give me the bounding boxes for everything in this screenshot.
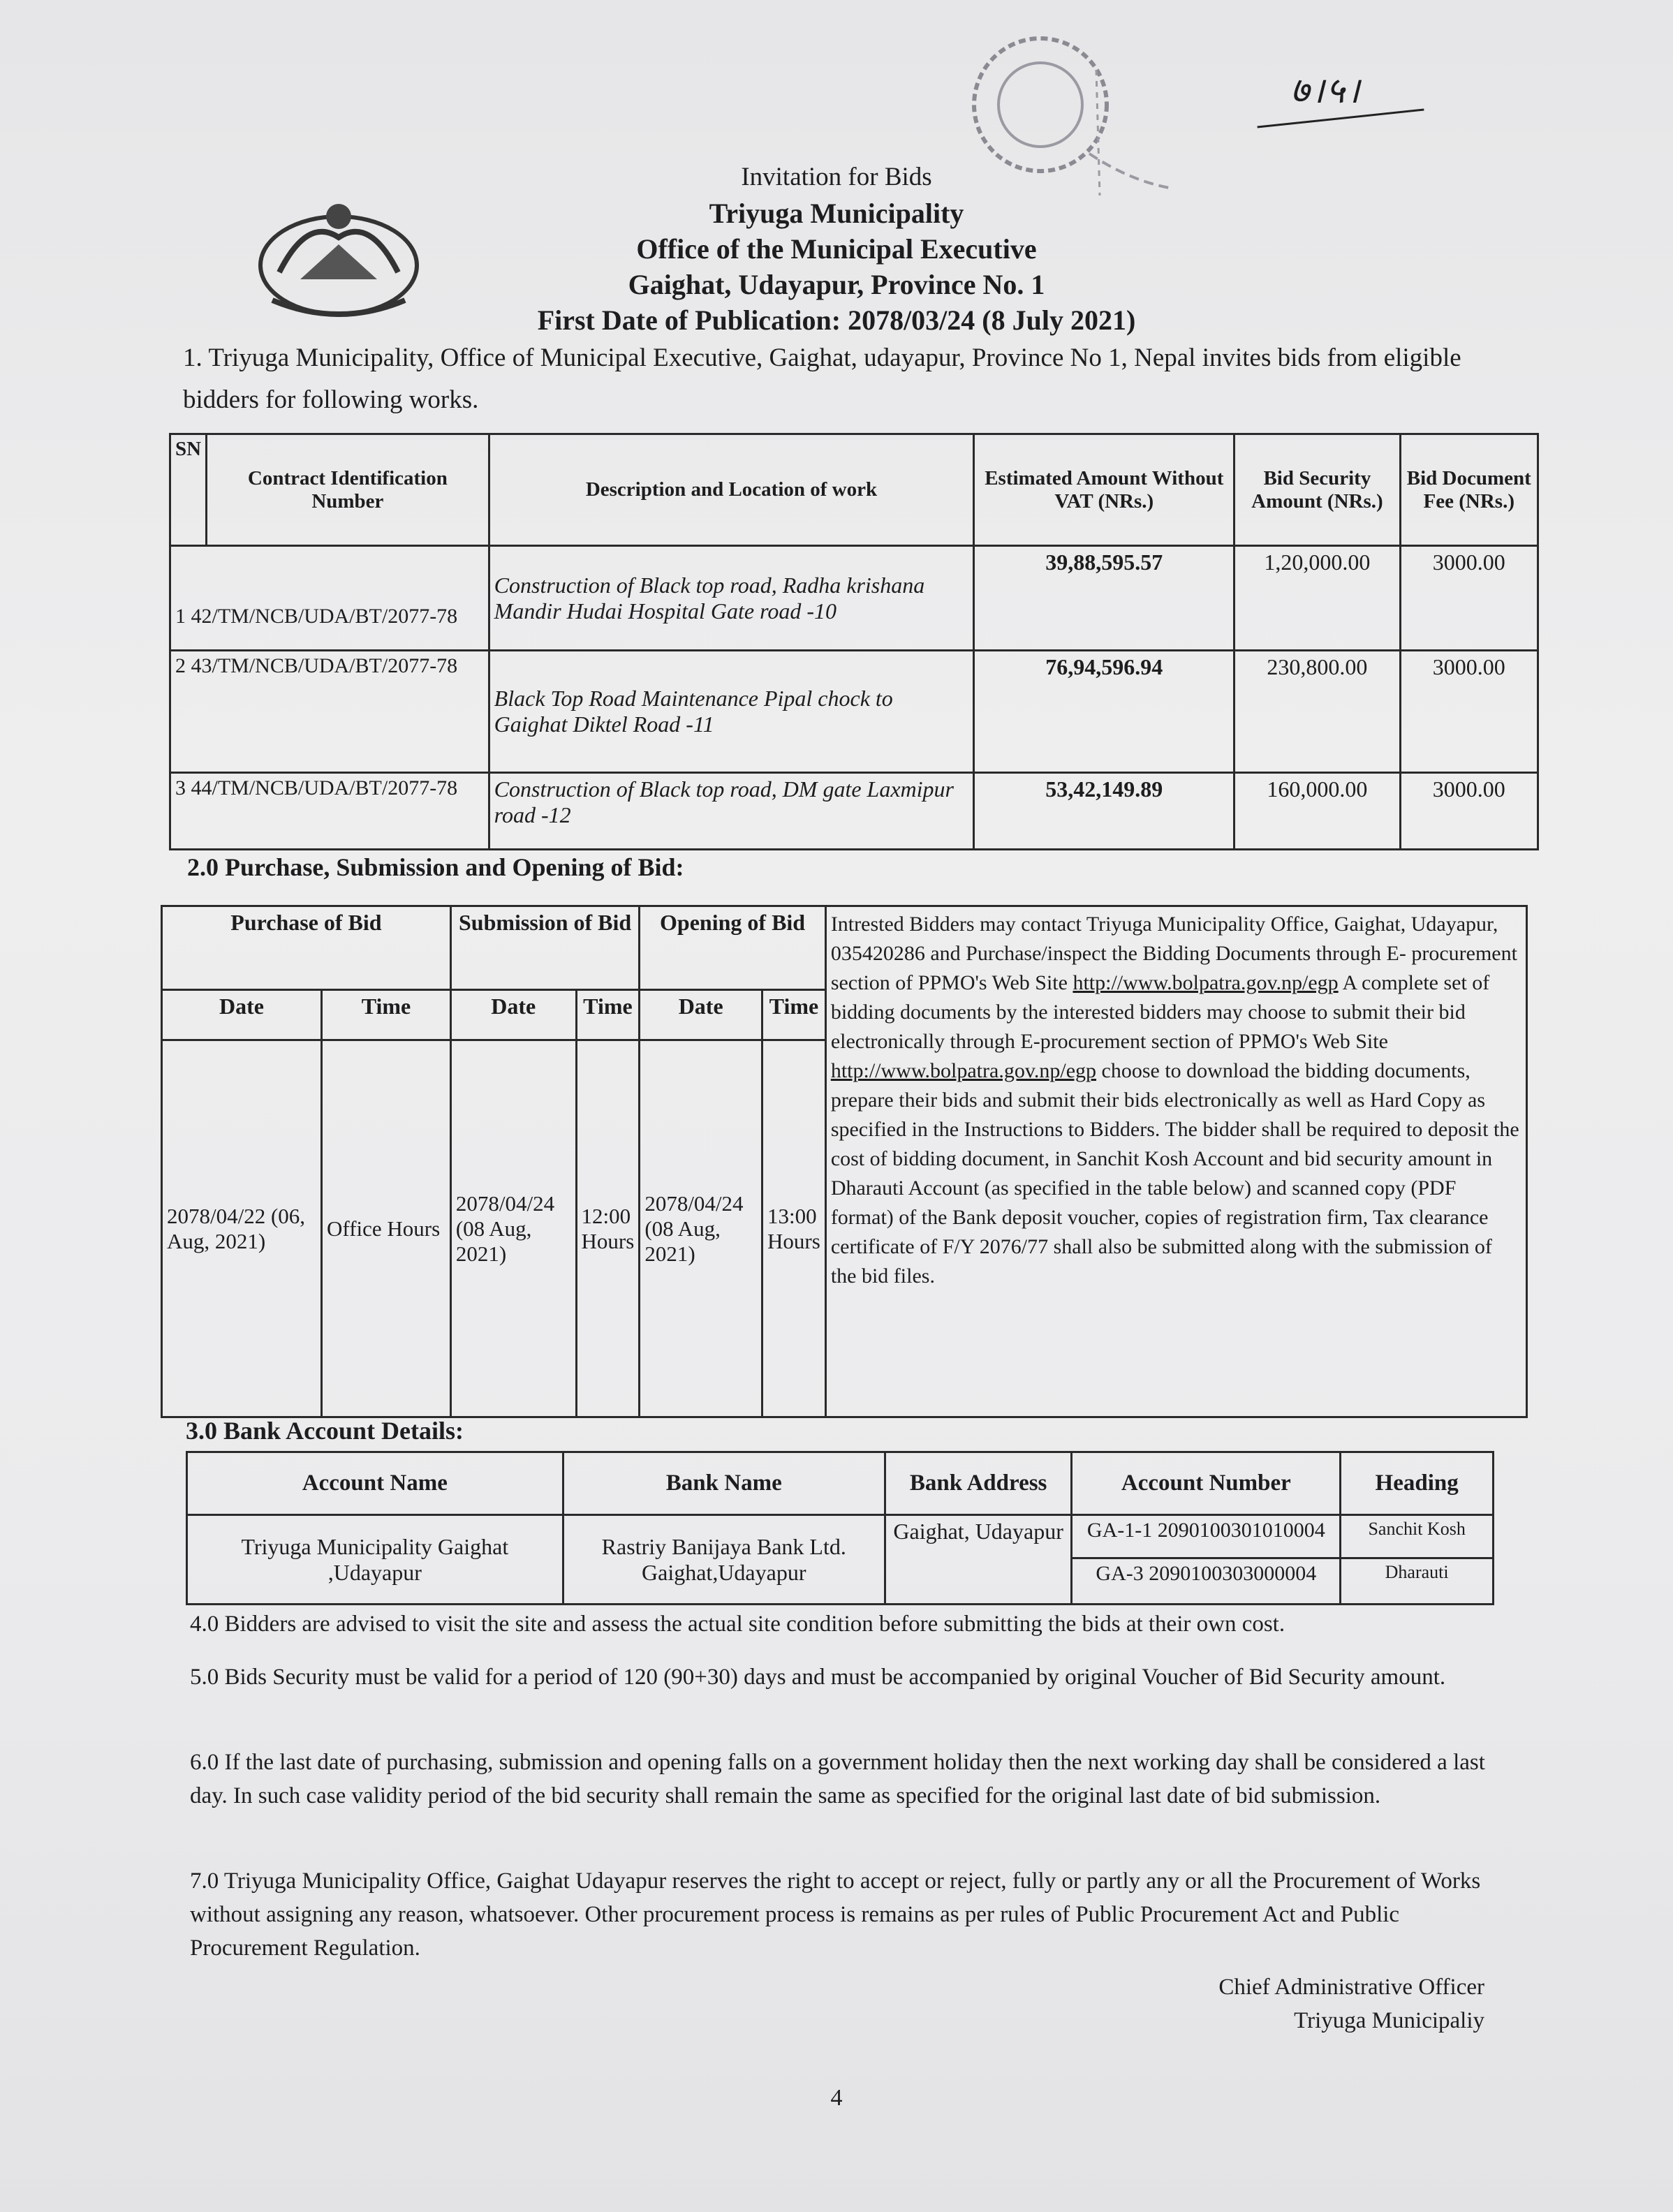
table-row bbox=[170, 546, 1538, 651]
instructions-head: Intrested Bidders may contact Triyuga Municipality Office, Gaighat, Udayapur, 035420286 and Purchase/inspect the Bidding Documents through E- procurement section of PPMO's Web Site bbox=[830, 913, 1517, 994]
account-name: Triyuga Municipality Gaighat ,Udayapur bbox=[187, 1515, 563, 1605]
signatory-org: Triyuga Municipaliy bbox=[1294, 2008, 1484, 2033]
opening-time: 13:00 Hours bbox=[762, 1040, 826, 1417]
row-contract-id: 43/TM/NCB/UDA/BT/2077-78 bbox=[191, 654, 458, 677]
bank-address: Gaighat, Udayapur bbox=[885, 1515, 1072, 1605]
signature-block bbox=[1218, 1970, 1484, 2037]
row-description: Construction of Black top road, DM gate Laxmipur road -12 bbox=[489, 773, 974, 850]
table-row bbox=[170, 651, 1538, 773]
page-number: 4 bbox=[830, 2085, 843, 2111]
submission-time-label: Time bbox=[576, 990, 640, 1040]
account-heading: Dharauti bbox=[1341, 1558, 1494, 1605]
col-bid-fee: Bid Document Fee (NRs.) bbox=[1400, 434, 1538, 546]
col-estimated-amount: Estimated Amount Without VAT (NRs.) bbox=[974, 434, 1235, 546]
row-bid-security: 160,000.00 bbox=[1235, 773, 1400, 850]
section-2-title: 2.0 Purchase, Submission and Opening of Bid: bbox=[187, 853, 684, 881]
clause-7: 7.0 Triyuga Municipality Office, Gaighat Udayapur reserves the right to accept or reject, fully or partly any or all the Procurement of Works without assigning any reason, whatsoever. Other procurement process is remains as per rules of Public Procurement Act and Public Procurement Regulation. bbox=[190, 1868, 1481, 1961]
submission-date-label: Date bbox=[450, 990, 576, 1040]
purchase-time: Office Hours bbox=[322, 1040, 451, 1417]
opening-time-label: Time bbox=[762, 990, 826, 1040]
clause-6: 6.0 If the last date of purchasing, submission and opening falls on a government holiday then the next working day shall be considered a last day. In such case validity period of the bid security shall remain the same as specified for the original last date of bid submission. bbox=[190, 1750, 1485, 1808]
header-address: Gaighat, Udayapur, Province No. 1 bbox=[628, 269, 1045, 300]
row-description: Black Top Road Maintenance Pipal chock to Gaighat Diktel Road -11 bbox=[489, 651, 974, 773]
row-sn: 3 bbox=[175, 776, 186, 799]
schedule-header-row bbox=[162, 906, 1527, 990]
col-sn: SN bbox=[170, 434, 207, 546]
row-description: Construction of Black top road, Radha krishana Mandir Hudai Hospital Gate road -10 bbox=[489, 546, 974, 651]
head-opening: Opening of Bid bbox=[640, 906, 826, 990]
egp-link-2[interactable]: http://www.bolpatra.gov.np/egp bbox=[830, 1059, 1097, 1082]
header-municipality: Triyuga Municipality bbox=[709, 198, 964, 229]
opening-date-label: Date bbox=[640, 990, 762, 1040]
purchase-date-label: Date bbox=[162, 990, 322, 1040]
works-table-header bbox=[170, 434, 1538, 546]
row-bid-fee: 3000.00 bbox=[1400, 773, 1538, 850]
egp-link-1[interactable]: http://www.bolpatra.gov.np/egp bbox=[1073, 971, 1339, 994]
bank-header-row bbox=[187, 1452, 1494, 1515]
bank-account-table bbox=[186, 1451, 1494, 1605]
handwritten-note: ७।५। bbox=[1290, 70, 1362, 112]
row-sn: 1 bbox=[175, 605, 186, 628]
table-row bbox=[187, 1515, 1494, 1558]
opening-date: 2078/04/24 (08 Aug, 2021) bbox=[640, 1040, 762, 1417]
account-number: GA-1-1 2090100301010004 bbox=[1072, 1515, 1341, 1558]
contract-id-cell bbox=[170, 773, 489, 850]
row-contract-id: 44/TM/NCB/UDA/BT/2077-78 bbox=[191, 776, 458, 799]
col-description: Description and Location of work bbox=[489, 434, 974, 546]
clause-4: 4.0 Bidders are advised to visit the site and assess the actual site condition before submitting the bids at their own cost. bbox=[190, 1612, 1285, 1637]
row-bid-security: 230,800.00 bbox=[1235, 651, 1400, 773]
row-sn: 2 bbox=[175, 654, 186, 677]
header-office: Office of the Municipal Executive bbox=[636, 233, 1037, 265]
submission-time: 12:00 Hours bbox=[576, 1040, 640, 1417]
purchase-time-label: Time bbox=[322, 990, 451, 1040]
row-estimated-amount: 39,88,595.57 bbox=[974, 546, 1235, 651]
signatory-title: Chief Administrative Officer bbox=[1218, 1975, 1484, 2000]
row-bid-security: 1,20,000.00 bbox=[1235, 546, 1400, 651]
header-invitation: Invitation for Bids bbox=[741, 163, 932, 191]
account-heading: Sanchit Kosh bbox=[1341, 1515, 1494, 1558]
bank-name: Rastriy Banijaya Bank Ltd. Gaighat,Udayapur bbox=[563, 1515, 885, 1605]
row-estimated-amount: 76,94,596.94 bbox=[974, 651, 1235, 773]
col-heading: Heading bbox=[1341, 1452, 1494, 1515]
intro-paragraph: 1. Triyuga Municipality, Office of Municipal Executive, Gaighat, udayapur, Province No 1, Nepal invites bids from eligible bidders for following works. bbox=[183, 344, 1461, 414]
instructions-tail: choose to download the bidding documents, prepare their bids and submit their bids electronically as well as Hard Copy as specified in the Instructions to Bidders. The bidder shall be required to deposit the cost of bidding document, in Sanchit Kosh Account and bid security amount in Dharauti Account (as specified in the table below) and scanned copy (PDF format) of the Bank deposit voucher, copies of registration firm, Tax clearance certificate of F/Y 2076/77 shall also be submitted along with the submission of the bid files. bbox=[830, 1059, 1519, 1288]
col-bank-address: Bank Address bbox=[885, 1452, 1072, 1515]
row-estimated-amount: 53,42,149.89 bbox=[974, 773, 1235, 850]
col-account-name: Account Name bbox=[187, 1452, 563, 1515]
purchase-date: 2078/04/22 (06, Aug, 2021) bbox=[162, 1040, 322, 1417]
instructions-mid: A complete set of bidding documents by the interested bidders may choose to submit their bid electronically through E-procurement section of PPMO's Web Site bbox=[830, 971, 1490, 1053]
col-account-number: Account Number bbox=[1072, 1452, 1341, 1515]
bid-schedule-table bbox=[161, 905, 1528, 1418]
section-3-title: 3.0 Bank Account Details: bbox=[186, 1417, 464, 1445]
head-purchase: Purchase of Bid bbox=[162, 906, 451, 990]
col-bank-name: Bank Name bbox=[563, 1452, 885, 1515]
works-table bbox=[169, 433, 1539, 850]
submission-date: 2078/04/24 (08 Aug, 2021) bbox=[450, 1040, 576, 1417]
account-number: GA-3 2090100303000004 bbox=[1072, 1558, 1341, 1605]
col-bid-security: Bid Security Amount (NRs.) bbox=[1235, 434, 1400, 546]
contract-id-cell bbox=[170, 651, 489, 773]
clause-5: 5.0 Bids Security must be valid for a period of 120 (90+30) days and must be accompanied by original Voucher of Bid Security amount. bbox=[190, 1665, 1446, 1690]
table-row bbox=[170, 773, 1538, 850]
row-contract-id: 42/TM/NCB/UDA/BT/2077-78 bbox=[191, 605, 458, 628]
col-contract-id: Contract Identification Number bbox=[207, 434, 489, 546]
header-publication-date: First Date of Publication: 2078/03/24 (8 July 2021) bbox=[537, 304, 1136, 336]
head-submission: Submission of Bid bbox=[450, 906, 639, 990]
row-bid-fee: 3000.00 bbox=[1400, 546, 1538, 651]
row-bid-fee: 3000.00 bbox=[1400, 651, 1538, 773]
bid-instructions bbox=[825, 906, 1526, 1417]
contract-id-cell bbox=[170, 546, 489, 651]
